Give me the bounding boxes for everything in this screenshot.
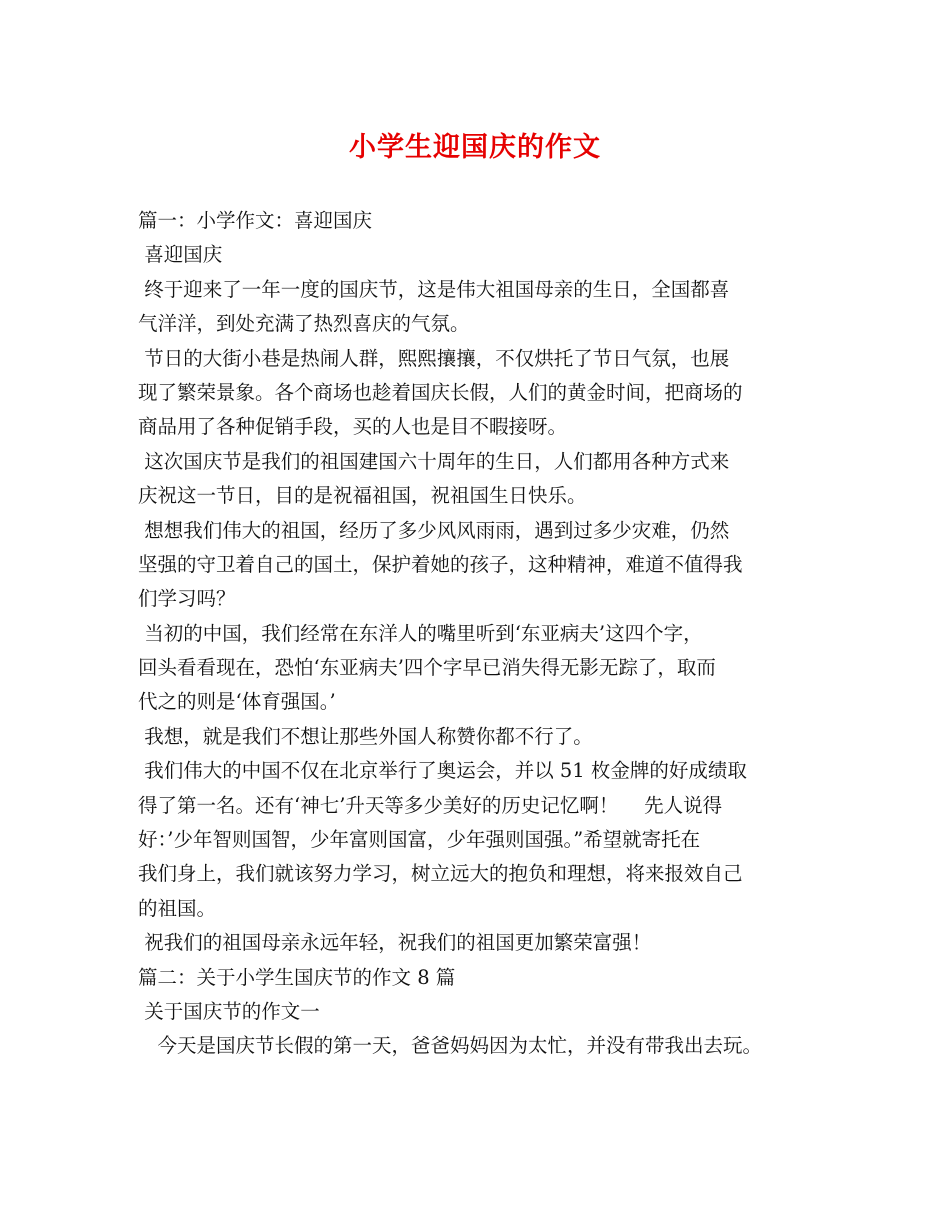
paragraph-line: 气洋洋，到处充满了热烈喜庆的气氛。: [138, 312, 470, 336]
paragraph-line: 我想，就是我们不想让那些外国人称赞你都不行了。: [138, 724, 593, 748]
paragraph-line: 坚强的守卫着自己的国土，保护着她的孩子，这种精神，难道不值得我: [138, 552, 743, 576]
paragraph-line: 们学习吗？: [138, 587, 236, 611]
essay-title: 关于国庆节的作文一: [138, 999, 320, 1023]
document-title: 小学生迎国庆的作文: [349, 132, 601, 163]
paragraph-line: 我们伟大的中国不仅在北京举行了奥运会，并以 51 枚金牌的好成绩取: [138, 759, 747, 783]
essay-title: 喜迎国庆: [138, 243, 223, 267]
paragraph-line: 想想我们伟大的祖国，经历了多少风风雨雨，遇到过多少灾难，仍然: [138, 518, 730, 542]
paragraph-line: 今天是国庆节长假的第一天，爸爸妈妈因为太忙，并没有带我出去玩。: [138, 1034, 763, 1058]
paragraph-line: 现了繁荣景象。各个商场也趁着国庆长假，人们的黄金时间，把商场的: [138, 380, 743, 404]
paragraph-line: 回头看看现在，恐怕‘东亚病夫’四个字早已消失得无影无踪了，取而: [138, 656, 716, 680]
paragraph-line: 得了第一名。还有‘神七’升天等多少美好的历史记忆啊！ 先人说得: [138, 793, 723, 817]
paragraph-line: 我们身上，我们就该努力学习，树立远大的抱负和理想，将来报效自己: [138, 862, 743, 886]
paragraph-line: 祝我们的祖国母亲永远年轻，祝我们的祖国更加繁荣富强！: [138, 931, 652, 955]
paragraph-line: 这次国庆节是我们的祖国建国六十周年的生日，人们都用各种方式来: [138, 449, 730, 473]
paragraph-line: 终于迎来了一年一度的国庆节，这是伟大祖国母亲的生日，全国都喜: [138, 277, 730, 301]
paragraph-line: 代之的则是‘体育强国。’: [138, 690, 336, 714]
document-body: [138, 204, 828, 1064]
paragraph-line: 的祖国。: [138, 896, 217, 920]
section-heading: 篇二：关于小学生国庆节的作文 8 篇: [138, 965, 456, 989]
paragraph-line: 节日的大街小巷是热闹人群，熙熙攘攘，不仅烘托了节日气氛，也展: [138, 346, 730, 370]
section-heading: 篇一：小学作文：喜迎国庆: [138, 209, 373, 232]
paragraph-line: 商品用了各种促销手段，买的人也是目不暇接呀。: [138, 415, 568, 439]
paragraph-line: 庆祝这一节日，目的是祝福祖国，祝祖国生日快乐。: [138, 484, 587, 508]
paragraph-line: 当初的中国，我们经常在东洋人的嘴里听到‘东亚病夫’这四个字，: [138, 621, 703, 645]
paragraph-line: 好：’少年智则国智，少年富则国富，少年强则国强。”希望就寄托在: [138, 828, 701, 852]
